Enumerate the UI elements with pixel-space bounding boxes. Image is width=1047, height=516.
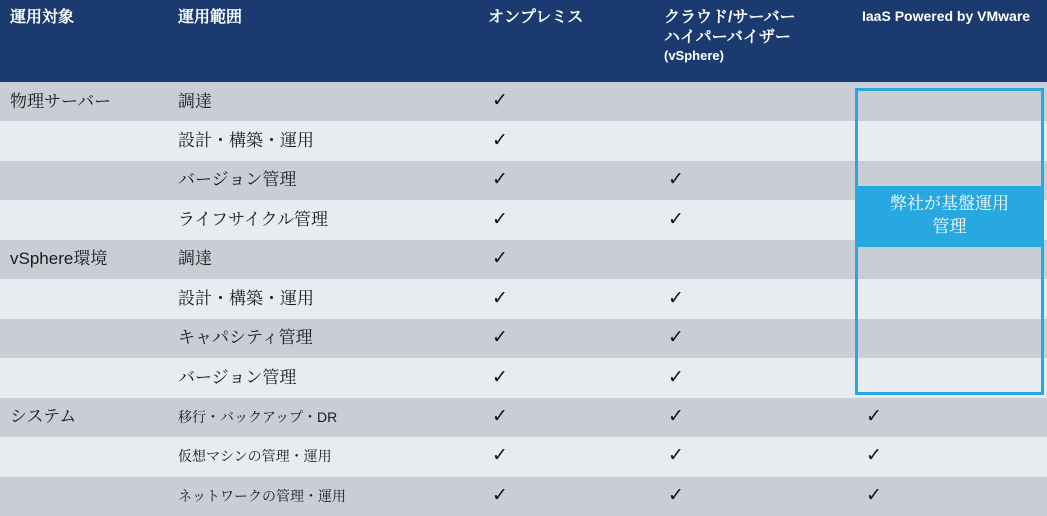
cell-target: 物理サーバー: [0, 82, 168, 121]
cell-onpremise: ✓: [478, 437, 654, 476]
cell-iaas: [852, 121, 1047, 160]
cell-onpremise: ✓: [478, 240, 654, 279]
cell-iaas: ✓: [852, 398, 1047, 437]
column-header-cloud-line1: クラウド/サーバー: [664, 9, 796, 26]
cell-scope: ライフサイクル管理: [168, 200, 478, 239]
cell-scope: 仮想マシンの管理・運用: [168, 437, 478, 476]
cell-target: システム: [0, 398, 168, 437]
column-header-target: 運用対象: [0, 0, 168, 82]
cell-scope: 設計・構築・運用: [168, 121, 478, 160]
cell-iaas: [852, 319, 1047, 358]
table-row: [0, 398, 1047, 437]
cell-target: [0, 319, 168, 358]
cell-target: [0, 161, 168, 200]
cell-cloud: [654, 82, 852, 121]
cell-cloud: ✓: [654, 398, 852, 437]
table-header-row: [0, 0, 1047, 82]
table-row: [0, 437, 1047, 476]
cell-iaas: [852, 358, 1047, 397]
column-header-cloud-line2: ハイパーバイザー: [664, 29, 791, 46]
cell-scope: 調達: [168, 82, 478, 121]
cell-target: [0, 200, 168, 239]
cell-cloud: ✓: [654, 358, 852, 397]
cell-scope: 設計・構築・運用: [168, 279, 478, 318]
table-row: [0, 82, 1047, 121]
cell-cloud: [654, 240, 852, 279]
cell-target: [0, 437, 168, 476]
column-header-scope: 運用範囲: [168, 0, 478, 82]
cell-iaas: [852, 279, 1047, 318]
cell-iaas: [852, 82, 1047, 121]
table-row: [0, 279, 1047, 318]
table-row: [0, 477, 1047, 516]
column-header-iaas: IaaS Powered by VMware: [852, 0, 1047, 82]
column-header-cloud: [654, 0, 852, 82]
cell-iaas: ✓: [852, 477, 1047, 516]
cell-target: [0, 477, 168, 516]
table-row: [0, 121, 1047, 160]
cell-cloud: ✓: [654, 279, 852, 318]
table-row: [0, 319, 1047, 358]
highlight-label-line2: 管理: [932, 217, 967, 236]
table-header: [0, 0, 1047, 82]
cell-cloud: ✓: [654, 437, 852, 476]
column-header-cloud-sub: (vSphere): [664, 48, 724, 63]
cell-scope: 移行・バックアップ・DR: [168, 398, 478, 437]
cell-scope: キャパシティ管理: [168, 319, 478, 358]
cell-iaas: ✓: [852, 437, 1047, 476]
column-header-onpremise: オンプレミス: [478, 0, 654, 82]
cell-onpremise: ✓: [478, 82, 654, 121]
cell-target: [0, 358, 168, 397]
cell-target: vSphere環境: [0, 240, 168, 279]
cell-onpremise: ✓: [478, 398, 654, 437]
cell-target: [0, 279, 168, 318]
table-body: [0, 82, 1047, 516]
cell-scope: 調達: [168, 240, 478, 279]
cell-scope: バージョン管理: [168, 358, 478, 397]
cell-onpremise: ✓: [478, 319, 654, 358]
cell-cloud: [654, 121, 852, 160]
cell-onpremise: ✓: [478, 200, 654, 239]
cell-cloud: ✓: [654, 319, 852, 358]
cell-cloud: ✓: [654, 200, 852, 239]
cell-cloud: ✓: [654, 161, 852, 200]
cell-onpremise: ✓: [478, 477, 654, 516]
cell-target: [0, 121, 168, 160]
table-row: [0, 358, 1047, 397]
cell-scope: バージョン管理: [168, 161, 478, 200]
cell-onpremise: ✓: [478, 358, 654, 397]
cell-onpremise: ✓: [478, 161, 654, 200]
cell-cloud: ✓: [654, 477, 852, 516]
cell-scope: ネットワークの管理・運用: [168, 477, 478, 516]
highlight-label: [856, 186, 1043, 246]
cell-onpremise: ✓: [478, 279, 654, 318]
cell-onpremise: ✓: [478, 121, 654, 160]
highlight-label-line1: 弊社が基盤運用: [890, 194, 1009, 214]
